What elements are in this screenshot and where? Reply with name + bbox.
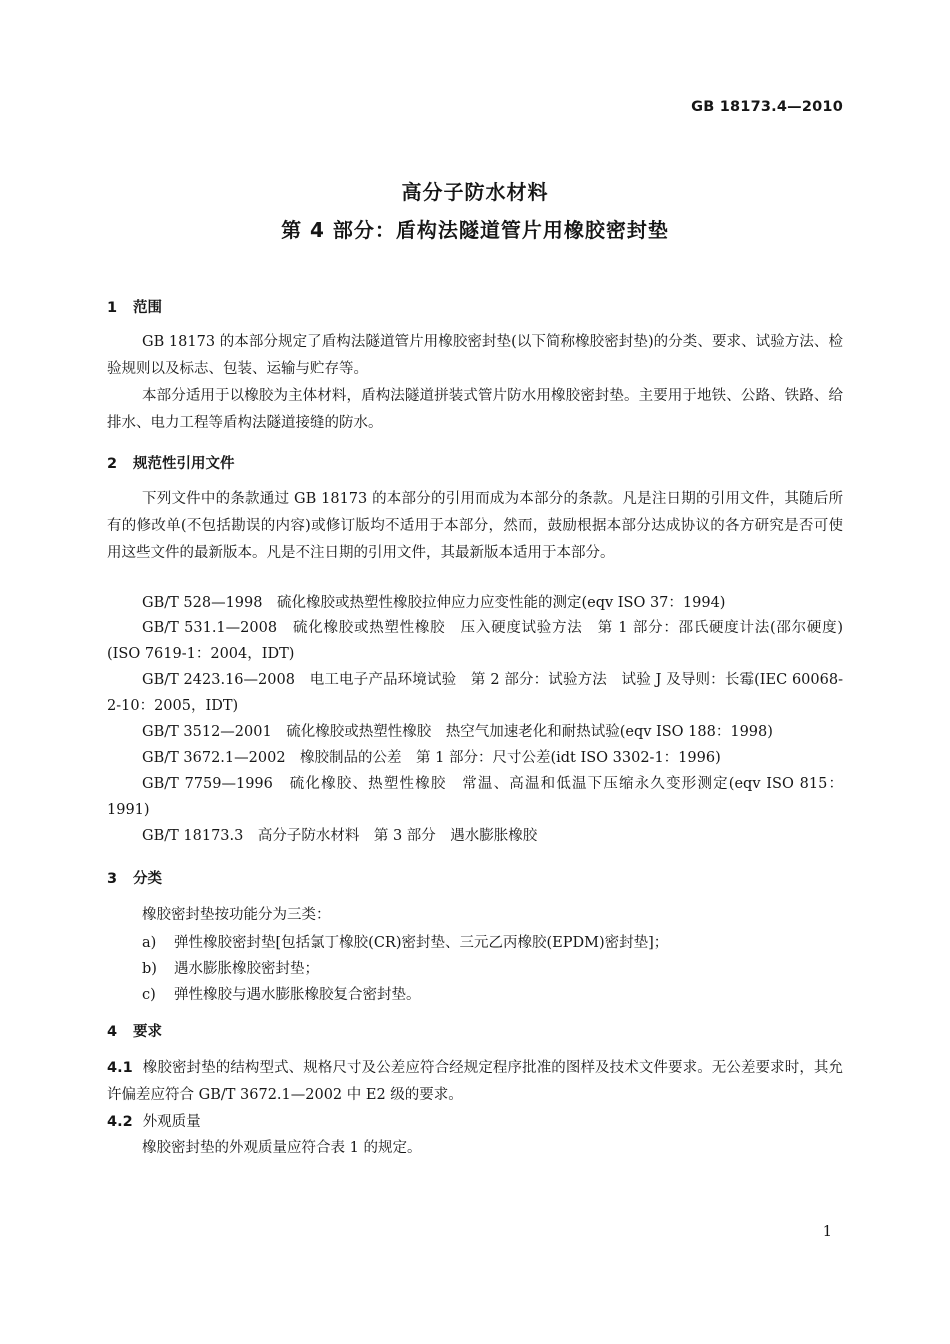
document-title: 高分子防水材料 — [401, 180, 549, 204]
section-heading-requirements — [107, 1020, 162, 1041]
section-heading-scope — [107, 296, 162, 317]
item-label: c) — [142, 987, 156, 1003]
reference-item: GB/T 18173.3 高分子防水材料 第 3 部分 遇水膨胀橡胶 — [142, 828, 538, 844]
clause-number: 4.1 — [107, 1060, 133, 1076]
section-title: 要求 — [133, 1024, 162, 1040]
section-heading-normative — [107, 452, 235, 473]
classification-item — [142, 931, 668, 955]
classification-intro: 橡胶密封垫按功能分为三类： — [142, 907, 331, 923]
section-heading-classification — [107, 867, 162, 888]
clause-title: 外观质量 — [142, 1114, 201, 1130]
classification-item — [142, 957, 319, 981]
page-number: 1 — [822, 1224, 832, 1240]
item-text: 遇水膨胀橡胶密封垫； — [174, 961, 319, 977]
clause-4-1 — [107, 1055, 843, 1109]
reference-item: GB/T 3512—2001 硫化橡胶或热塑性橡胶 热空气加速老化和耐热试验(eqv ISO 188：1998) — [142, 724, 773, 740]
document-subtitle: 第 4 部分：盾构法隧道管片用橡胶密封垫 — [281, 218, 669, 242]
clause-4-2-heading — [107, 1109, 843, 1136]
standard-number: GB 18173.4—2010 — [691, 99, 843, 115]
reference-item: GB/T 528—1998 硫化橡胶或热塑性橡胶拉伸应力应变性能的测定(eqv ISO 37：1994) — [142, 595, 726, 611]
section-title: 范围 — [133, 300, 162, 316]
reference-item: GB/T 2423.16—2008 电工电子产品环境试验 第 2 部分：试验方法 试验 J 及导则：长霉(IEC 60068-2-10：2005，IDT) — [107, 672, 843, 714]
item-text: 弹性橡胶密封垫[包括氯丁橡胶(CR)密封垫、三元乙丙橡胶(EPDM)密封垫]； — [174, 935, 669, 951]
normative-intro: 下列文件中的条款通过 GB 18173 的本部分的引用而成为本部分的条款。凡是注日期的引用文件，其随后所有的修改单(不包括勘误的内容)或修订版均不适用于本部分，然而，鼓励根据本部分达成协议的各方研究是否可使用这些文件的最新版本。凡是不注日期的引用文件，其最新版本适用于本部分。 — [107, 491, 843, 561]
reference-item: GB/T 531.1—2008 硫化橡胶或热塑性橡胶 压入硬度试验方法 第 1 部分：邵氏硬度计法(邵尔硬度)(ISO 7619-1：2004，IDT) — [107, 620, 843, 662]
section-title: 分类 — [133, 871, 162, 887]
item-text: 弹性橡胶与遇水膨胀橡胶复合密封垫。 — [174, 987, 421, 1003]
item-label: a) — [142, 935, 157, 951]
item-label: b) — [142, 961, 157, 977]
section-number: 2 — [107, 456, 118, 472]
section-number: 4 — [107, 1024, 118, 1040]
scope-paragraph-2: 本部分适用于以橡胶为主体材料，盾构法隧道拼装式管片防水用橡胶密封垫。主要用于地铁、公路、铁路、给排水、电力工程等盾构法隧道接缝的防水。 — [107, 388, 843, 431]
classification-item — [142, 983, 421, 1007]
section-number: 1 — [107, 300, 118, 316]
reference-item: GB/T 7759—1996 硫化橡胶、热塑性橡胶 常温、高温和低温下压缩永久变形测定(eqv ISO 815：1991) — [107, 776, 843, 818]
clause-4-2-text: 橡胶密封垫的外观质量应符合表 1 的规定。 — [142, 1140, 422, 1156]
scope-paragraph-1: GB 18173 的本部分规定了盾构法隧道管片用橡胶密封垫(以下简称橡胶密封垫)的分类、要求、试验方法、检验规则以及标志、包装、运输与贮存等。 — [107, 334, 843, 377]
clause-text: 橡胶密封垫的结构型式、规格尺寸及公差应符合经规定程序批准的图样及技术文件要求。无公差要求时，其允许偏差应符合 GB/T 3672.1—2002 中 E2 级的要求。 — [107, 1060, 843, 1103]
reference-item: GB/T 3672.1—2002 橡胶制品的公差 第 1 部分：尺寸公差(idt ISO 3302-1：1996) — [142, 750, 721, 766]
section-title: 规范性引用文件 — [133, 456, 235, 472]
clause-number: 4.2 — [107, 1114, 133, 1130]
section-number: 3 — [107, 871, 118, 887]
